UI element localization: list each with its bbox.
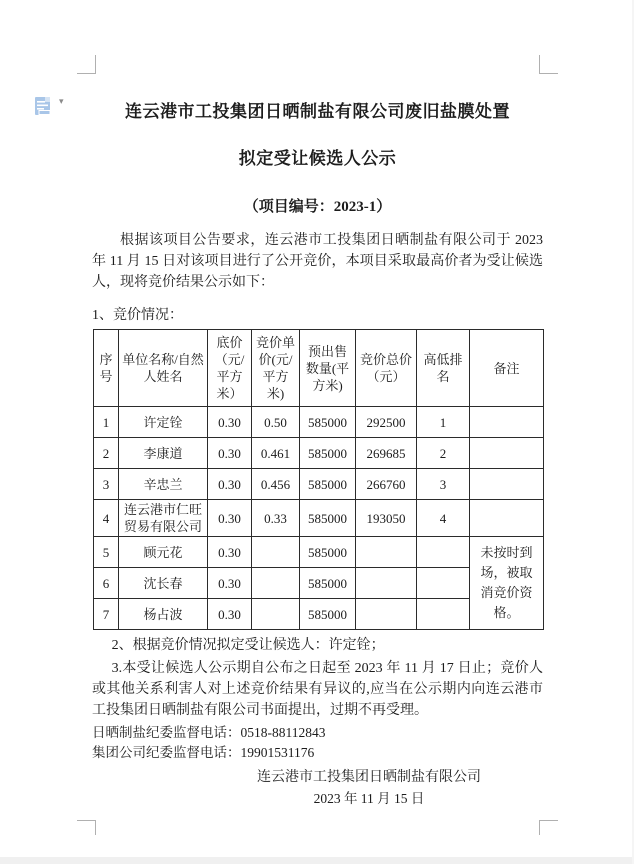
table-cell: 0.33 [252,500,300,537]
table-cell: 0.30 [208,500,252,537]
table-cell: 辛忠兰 [119,469,208,500]
supervision-phone-1: 日晒制盐纪委监督电话：0518-88112843 [92,725,326,740]
table-cell [417,568,470,599]
header-cell: 单位名称/自然人姓名 [119,330,208,407]
table-cell: 2 [417,438,470,469]
paragraph-3: 3.本受让候选人公示期自公布之日起至 2023 年 11 月 17 日止；竞价人或其他关系利害人对上述竞价结果有异议的,应当在公示期内向连云港市工投集团日晒制盐有限公司书面提出，过期不再受理。 [92,661,543,718]
table-cell: 7 [94,599,119,630]
page-bottom-edge [0,857,634,864]
table-cell: 269685 [356,438,417,469]
table-cell [470,500,544,537]
table-cell: 0.30 [208,537,252,568]
table-cell: 1 [94,407,119,438]
table-cell: 585000 [300,407,356,438]
signature-block [92,768,543,810]
table-row [94,469,544,500]
table-cell: 李康道 [119,438,208,469]
table-cell: 1 [417,407,470,438]
header-cell: 备注 [470,330,544,407]
table-cell [417,599,470,630]
document-title-line1: 连云港市工投集团日晒制盐有限公司废旧盐膜处置 [125,102,510,121]
merged-remark-cell: 未按时到场，被取消竞价资格。 [470,537,544,630]
intro-paragraph: 根据该项目公告要求，连云港市工投集团日晒制盐有限公司于 2023 年 11 月 15 日对该项目进行了公开竞价，本项目采取最高价者为受让候选人，现将竞价结果公示如下： [92,233,543,290]
table-cell [470,469,544,500]
paragraph-2: 2、根据竞价情况拟定受让候选人：许定铨； [111,638,385,653]
table-cell: 3 [94,469,119,500]
table-cell: 585000 [300,469,356,500]
table-cell [356,599,417,630]
header-cell: 竞价总价（元） [356,330,417,407]
table-header-row [94,330,544,407]
table-cell: 585000 [300,599,356,630]
table-cell: 4 [417,500,470,537]
table-cell [356,568,417,599]
document-title-line2: 拟定受让候选人公示 [238,149,397,168]
table-row [94,438,544,469]
signature-company: 连云港市工投集团日晒制盐有限公司 [257,770,481,785]
table-cell: 杨占波 [119,599,208,630]
bid-results-table [93,329,544,630]
table-cell [252,537,300,568]
dropdown-arrow-icon: ▾ [59,96,64,106]
table-cell: 4 [94,500,119,537]
table-row [94,500,544,537]
table-cell [252,568,300,599]
clipboard-icon [33,95,55,119]
header-cell: 序号 [94,330,119,407]
table-cell [417,537,470,568]
table-cell: 沈长春 [119,568,208,599]
table-cell: 585000 [300,438,356,469]
table-cell: 585000 [300,568,356,599]
table-cell: 许定铨 [119,407,208,438]
table-cell: 2 [94,438,119,469]
table-cell: 0.30 [208,407,252,438]
table-cell: 0.50 [252,407,300,438]
table-cell [356,537,417,568]
table-cell: 3 [417,469,470,500]
header-cell: 预出售数量(平方米) [300,330,356,407]
table-cell: 5 [94,537,119,568]
bid-table-body [94,407,544,630]
table-row [94,537,544,568]
project-number: （项目编号：2023-1） [243,199,392,215]
header-cell: 底价（元/平方米） [208,330,252,407]
section-1-heading: 1、竞价情况： [92,308,183,323]
table-cell: 0.30 [208,599,252,630]
table-cell: 连云港市仁旺贸易有限公司 [119,500,208,537]
paste-options-button[interactable] [33,95,69,119]
table-cell: 0.30 [208,568,252,599]
table-cell: 0.461 [252,438,300,469]
table-cell: 6 [94,568,119,599]
table-cell: 292500 [356,407,417,438]
table-cell: 585000 [300,537,356,568]
table-cell: 0.30 [208,438,252,469]
header-cell: 高低排名 [417,330,470,407]
supervision-phone-2: 集团公司纪委监督电话：19901531176 [92,745,315,760]
table-cell [252,599,300,630]
table-cell: 顾元花 [119,537,208,568]
table-cell: 0.30 [208,469,252,500]
header-cell: 竞价单价(元/平方米) [252,330,300,407]
table-cell: 0.456 [252,469,300,500]
signature-date: 2023 年 11 月 15 日 [313,791,425,806]
signature-inner [257,768,481,810]
table-cell: 585000 [300,500,356,537]
table-cell: 266760 [356,469,417,500]
document-body [92,0,543,864]
table-cell [470,407,544,438]
table-row [94,407,544,438]
table-cell [470,438,544,469]
table-cell: 193050 [356,500,417,537]
